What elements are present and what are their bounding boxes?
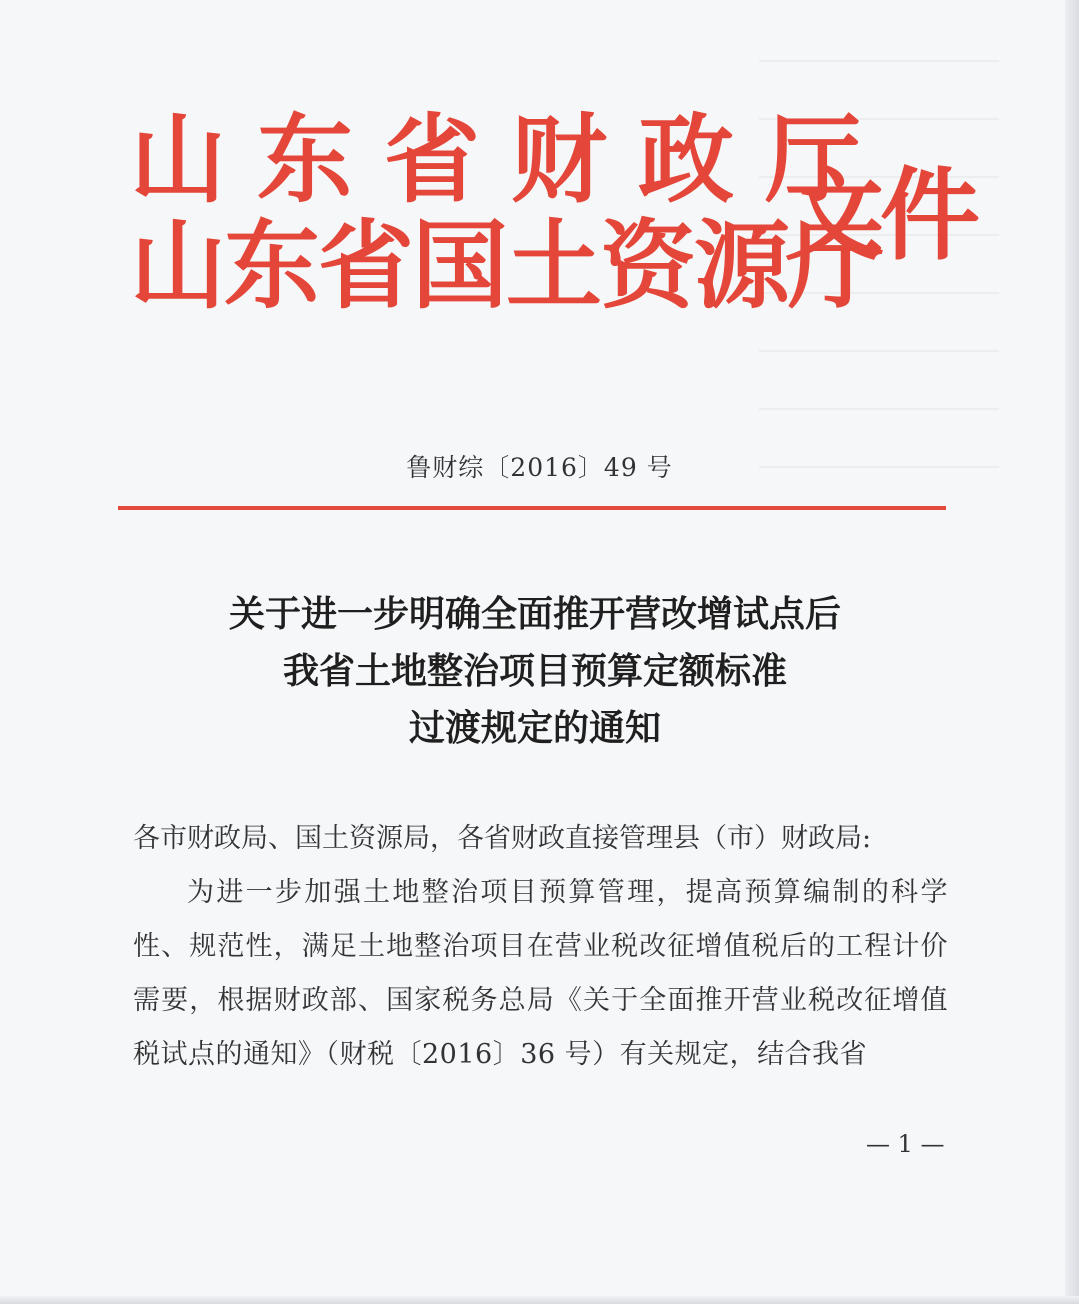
body-paragraph: 为进一步加强土地整治项目预算管理，提高预算编制的科学性、规范性，满足土地整治项目在营业税改征增值税后的工程计价需要，根据财政部、国家税务总局《关于全面推开营业税改征增值税试点的通知》（财税〔2016〕36 号）有关规定，结合我省 (133, 877, 948, 1070)
scan-edge-shadow (1065, 0, 1079, 1304)
red-divider-line (118, 506, 946, 510)
document-body (133, 812, 948, 1082)
title-line-2: 我省土地整治项目预算定额标准 (282, 651, 787, 692)
document-type-label: 文件 (784, 156, 976, 274)
document-number: 鲁财综〔2016〕49 号 (406, 453, 673, 482)
scan-bottom-shadow (0, 1296, 1079, 1304)
title-line-1: 关于进一步明确全面推开营改增试点后 (228, 594, 841, 635)
page-number: — 1 — (866, 1130, 945, 1158)
title-line-3: 过渡规定的通知 (408, 708, 661, 749)
document-title (120, 586, 950, 757)
issuing-org-1: 山东省财政厅 (130, 103, 892, 216)
document-header (130, 103, 976, 338)
salutation: 各市财政局、国土资源局，各省财政直接管理县（市）财政局: (133, 823, 872, 854)
issuing-org-2: 山东省国土资源厅 (130, 209, 882, 322)
